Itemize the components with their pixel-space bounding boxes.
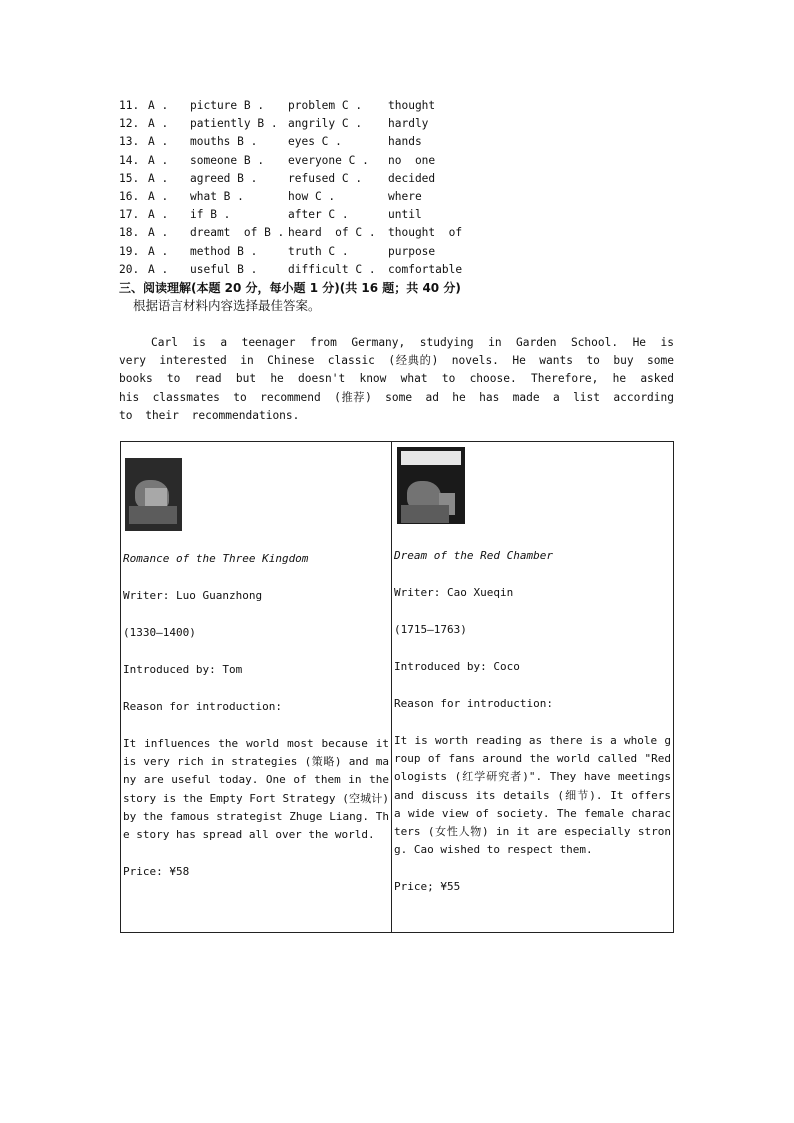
book-title: Dream of the Red Chamber (394, 549, 553, 562)
question-number: 18. (119, 226, 140, 240)
option-c: everyone C . (288, 153, 369, 167)
option-b: agreed B . (190, 171, 258, 185)
option-c: how C . (288, 189, 336, 203)
question-number: 17. (119, 208, 140, 222)
option-b: method B . (190, 244, 258, 258)
option-d: where (388, 189, 422, 203)
option-row (119, 224, 462, 242)
question-number: 13. (119, 135, 140, 149)
question-number: 20. (119, 262, 140, 276)
option-b: mouths B . (190, 135, 258, 149)
book-price: Price; ¥55 (394, 880, 461, 894)
book-price: Price: ¥58 (123, 865, 190, 879)
option-b: someone B . (190, 153, 265, 167)
book-years: (1715—1763) (394, 623, 467, 636)
option-row (119, 115, 462, 133)
option-a: A . (148, 171, 169, 185)
option-a: A . (148, 99, 169, 112)
option-b: if B . (190, 208, 231, 222)
option-a: A . (148, 117, 169, 131)
option-a: A . (148, 208, 169, 222)
book-writer: Writer: Luo Guanzhong (123, 589, 263, 602)
option-row (119, 243, 462, 261)
book-cover-image (125, 458, 182, 531)
option-d: thought (388, 99, 436, 112)
option-d: no one (388, 153, 436, 167)
reading-passage (119, 334, 674, 425)
option-d: comfortable (388, 262, 463, 276)
option-d: thought of (388, 226, 463, 240)
option-c: difficult C . (288, 262, 376, 276)
option-d: decided (388, 171, 436, 185)
question-number: 14. (119, 153, 140, 167)
answer-options (119, 97, 462, 279)
passage-text: Carl is a teenager from Germany, studying in Garden School. He is very interested in Chinese classic (经典的) novels. He wants to buy some books to read but he doesn't know what to choose. Therefore, he asked his classmates to recommend (推荐) some ad he has made a list according to their recommendations. (119, 336, 674, 422)
option-b: patiently B . (190, 117, 278, 131)
book-reason: It influences the world most because it is very rich in strategies (策略) and many are useful today. One of them in the story is the Empty Fort Strategy (空城计) by the famous strategist Zhuge Liang. The story has spread all over the world. (123, 737, 389, 842)
option-b: dreamt of B . (190, 226, 285, 240)
option-d: hardly (388, 117, 429, 131)
option-d: until (388, 208, 422, 222)
book-reason-label: Reason for introduction: (123, 700, 282, 713)
book-cell-left (121, 442, 392, 933)
book-cell-right (392, 442, 674, 933)
question-number: 19. (119, 244, 140, 258)
option-c: refused C . (288, 171, 363, 185)
option-a: A . (148, 189, 169, 203)
option-c: after C . (288, 208, 349, 222)
option-a: A . (148, 226, 169, 240)
question-number: 12. (119, 117, 140, 131)
book-introduced-by: Introduced by: Coco (394, 660, 520, 673)
option-row (119, 206, 462, 224)
book-reason-label: Reason for introduction: (394, 697, 553, 710)
question-number: 16. (119, 189, 140, 203)
book-list-table (120, 441, 674, 933)
book-cover-image (397, 447, 465, 524)
option-a: A . (148, 153, 169, 167)
book-title: Romance of the Three Kingdom (123, 552, 309, 565)
option-a: A . (148, 244, 169, 258)
option-row (119, 133, 462, 151)
book-years: (1330—1400) (123, 626, 196, 639)
option-c: truth C . (288, 244, 349, 258)
book-writer: Writer: Cao Xueqin (394, 586, 514, 599)
option-c: angrily C . (288, 117, 363, 131)
option-a: A . (148, 135, 169, 149)
option-d: purpose (388, 244, 436, 258)
option-c: problem C . (288, 99, 363, 112)
section-title: 三、阅读理解(本题 20 分，每小题 1 分)(共 16 题；共 40 分) (119, 281, 461, 295)
option-d: hands (388, 135, 422, 149)
book-reason: It is worth reading as there is a whole group of fans around the world called "Redologists (红学研究者)". They have meetings and discuss its details (细节). It offers a wide view of society. The female characters (女性人物) in it are especially strong. Cao wished to respect them. (394, 734, 671, 857)
question-number: 11. (119, 99, 140, 112)
option-row (119, 170, 462, 188)
option-a: A . (148, 262, 169, 276)
option-c: heard of C . (288, 226, 376, 240)
option-row (119, 188, 462, 206)
book-introduced-by: Introduced by: Tom (123, 663, 243, 676)
option-b: picture B . (190, 99, 265, 112)
section-instruction: 根据语言材料内容选择最佳答案。 (133, 298, 321, 313)
option-row (119, 152, 462, 170)
option-row (119, 97, 462, 115)
option-b: what B . (190, 189, 244, 203)
option-row (119, 261, 462, 279)
option-b: useful B . (190, 262, 258, 276)
option-c: eyes C . (288, 135, 342, 149)
question-number: 15. (119, 171, 140, 185)
